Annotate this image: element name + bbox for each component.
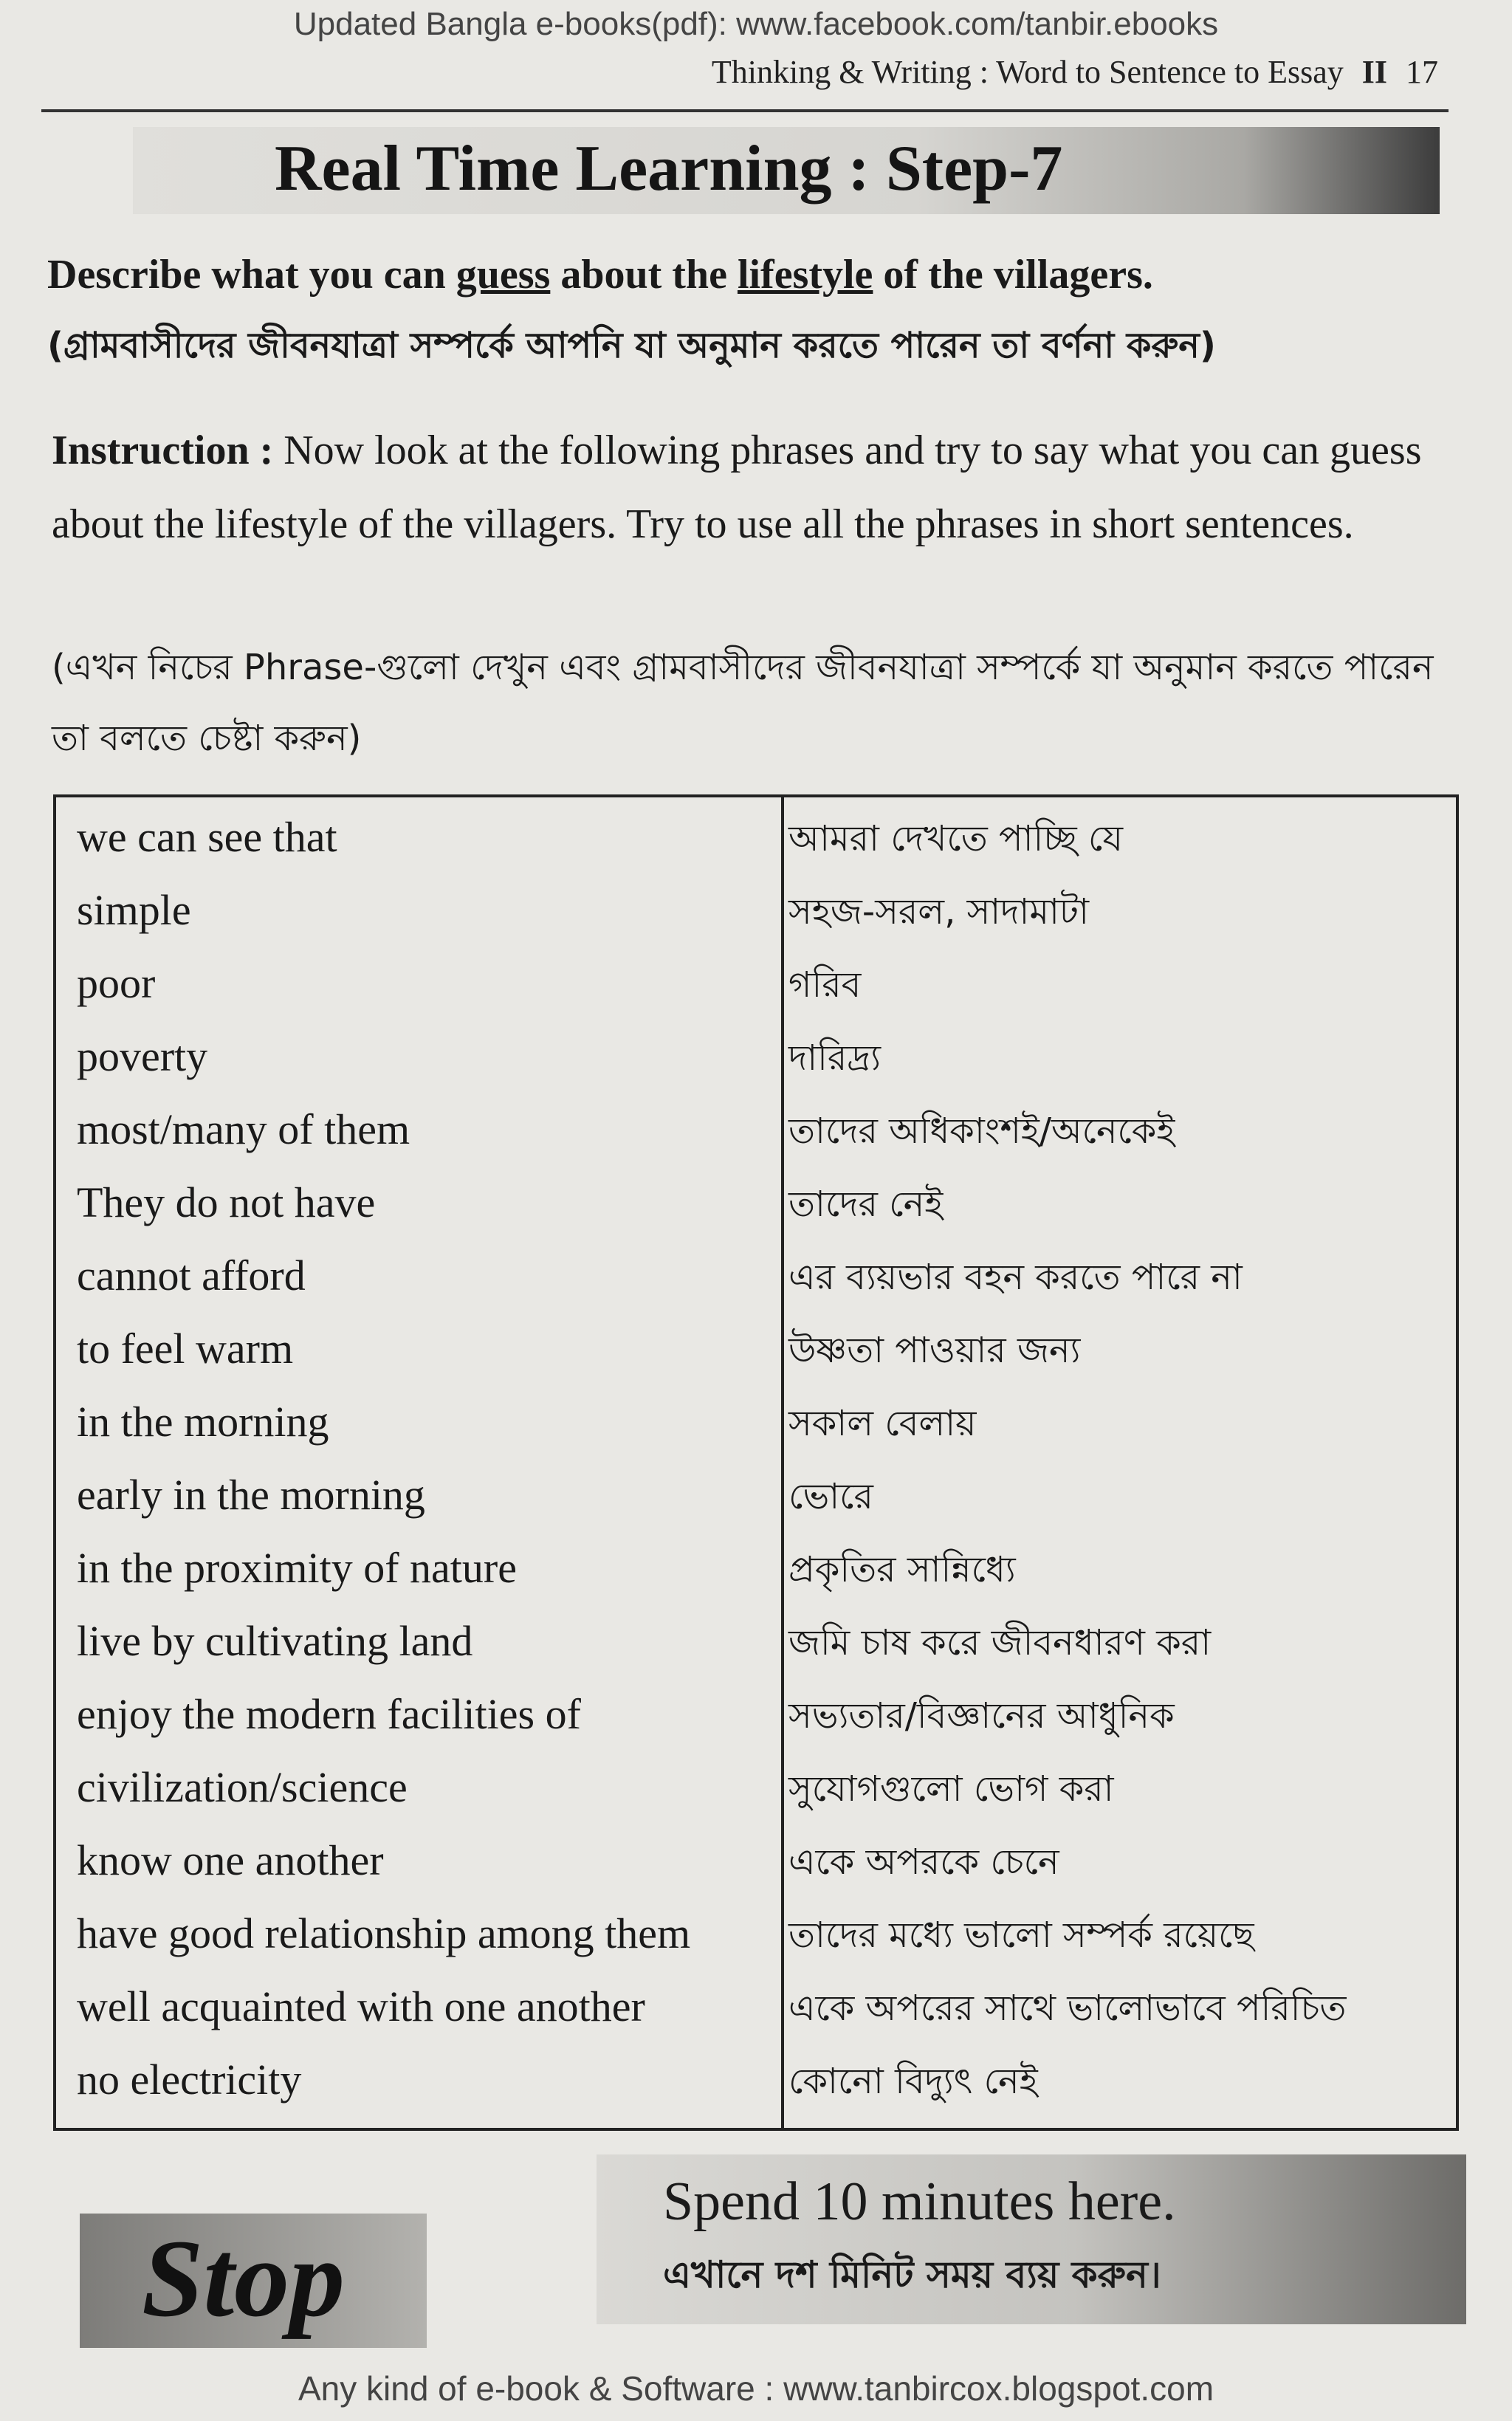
page-number: 17 <box>1406 54 1438 90</box>
phrase-english: early in the morning <box>77 1471 425 1519</box>
phrase-bangla: সভ্যতার/বিজ্ঞানের আধুনিক <box>788 1695 1175 1737</box>
phrase-english: live by cultivating land <box>77 1617 473 1665</box>
phrase-english: most/many of them <box>77 1105 410 1153</box>
stop-label: Stop <box>142 2217 346 2340</box>
table-row <box>53 1901 1459 1975</box>
phrase-english: civilization/science <box>77 1763 408 1811</box>
table-row <box>53 878 1459 952</box>
phrase-bangla: একে অপরের সাথে ভালোভাবে পরিচিত <box>788 1988 1347 2029</box>
spend-text: Spend 10 minutes here. <box>663 2171 1176 2232</box>
table-row <box>53 1682 1459 1756</box>
phrase-bangla: একে অপরকে চেনে <box>788 1841 1059 1883</box>
table-row <box>53 1536 1459 1610</box>
phrase-bangla: ভোরে <box>788 1476 873 1517</box>
table-row <box>53 1609 1459 1683</box>
phrase-english: poverty <box>77 1032 208 1080</box>
phrase-bangla: কোনো বিদ্যুৎ নেই <box>788 2061 1038 2102</box>
question-part3: of the villagers. <box>873 252 1153 298</box>
phrase-english: well acquainted with one another <box>77 1982 645 2030</box>
phrase-english: know one another <box>77 1836 384 1884</box>
instruction-text: Now look at the following phrases and try to say what you can guess about the lifestyle of the villagers. Try to use all the phrases in short sentences. <box>52 427 1422 547</box>
running-head <box>712 53 1438 91</box>
phrase-english: no electricity <box>77 2056 302 2104</box>
table-row <box>53 2047 1459 2121</box>
phrase-bangla: উষ্ণতা পাওয়ার জন্য <box>788 1330 1081 1371</box>
table-row <box>53 1170 1459 1244</box>
header-rule <box>41 109 1449 112</box>
phrase-english: we can see that <box>77 813 337 861</box>
instruction-label: Instruction : <box>52 427 274 473</box>
phrase-english: have good relationship among them <box>77 1909 691 1957</box>
phrase-english: enjoy the modern facilities of <box>77 1690 581 1738</box>
table-row <box>53 951 1459 1025</box>
phrase-bangla: জমি চাষ করে জীবনধারণ করা <box>788 1622 1212 1663</box>
phrase-english: poor <box>77 959 156 1007</box>
phrase-english: to feel warm <box>77 1325 294 1373</box>
table-row <box>53 1463 1459 1536</box>
table-row <box>53 1974 1459 2048</box>
phrase-bangla: তাদের নেই <box>788 1184 944 1225</box>
table-row <box>53 1390 1459 1463</box>
table-row <box>53 1316 1459 1390</box>
phrase-bangla: সুযোগগুলো ভোগ করা <box>788 1768 1114 1810</box>
question-lifestyle: lifestyle <box>737 252 873 298</box>
phrase-bangla: দারিদ্র্য <box>788 1037 882 1079</box>
phrase-bangla: প্রকৃতির সান্নিধ্যে <box>788 1549 1016 1590</box>
phrase-bangla: এর ব্যয়ভার বহন করতে পারে না <box>788 1257 1243 1298</box>
instruction-bangla: (এখন নিচের Phrase-গুলো দেখুন এবং গ্রামবাসীদের জীবনযাত্রা সম্পর্কে যা অনুমান করতে পারেন তা বলতে চেষ্টা করুন) <box>52 647 1434 759</box>
table-row <box>53 1024 1459 1098</box>
phrase-bangla: সকাল বেলায় <box>788 1403 977 1444</box>
question-bangla: (গ্রামবাসীদের জীবনযাত্রা সম্পর্কে আপনি যা অনুমান করতে পারেন তা বর্ণনা করুন) <box>47 325 1216 366</box>
watermark-top: Updated Bangla e-books(pdf): www.facebook.com/tanbir.ebooks <box>293 6 1219 42</box>
table-row <box>53 1243 1459 1317</box>
banner-title: Real Time Learning : Step-7 <box>275 133 1063 205</box>
table-row <box>53 1097 1459 1171</box>
watermark-bottom: Any kind of e-book & Software : www.tanbircox.blogspot.com <box>298 2369 1214 2408</box>
question <box>47 251 1153 298</box>
phrase-bangla: সহজ-সরল, সাদামাটা <box>788 891 1089 933</box>
spend-bangla: এখানে দশ মিনিট সময় ব্যয় করুন। <box>663 2253 1161 2296</box>
phrase-english: in the proximity of nature <box>77 1544 517 1592</box>
page-separator: II <box>1361 54 1387 90</box>
phrase-english: in the morning <box>77 1398 329 1446</box>
phrase-english: They do not have <box>77 1178 376 1226</box>
phrase-bangla: গরিব <box>788 964 862 1006</box>
phrase-english: cannot afford <box>77 1251 306 1299</box>
question-part2: about the <box>550 252 738 298</box>
running-head-title: Thinking & Writing : Word to Sentence to Essay <box>711 54 1344 90</box>
phrase-bangla: তাদের মধ্যে ভালো সম্পর্ক রয়েছে <box>788 1915 1254 1956</box>
question-part1: Describe what you can <box>47 252 456 298</box>
phrase-english: simple <box>77 886 191 934</box>
instruction <box>52 413 1440 561</box>
table-row <box>53 1755 1459 1829</box>
phrase-bangla: তাদের অধিকাংশই/অনেকেই <box>788 1110 1175 1152</box>
question-guess: guess <box>456 252 551 298</box>
phrase-bangla: আমরা দেখতে পাচ্ছি যে <box>788 818 1124 859</box>
table-row <box>53 805 1459 879</box>
table-row <box>53 1828 1459 1902</box>
stop-banner <box>80 2154 1466 2348</box>
